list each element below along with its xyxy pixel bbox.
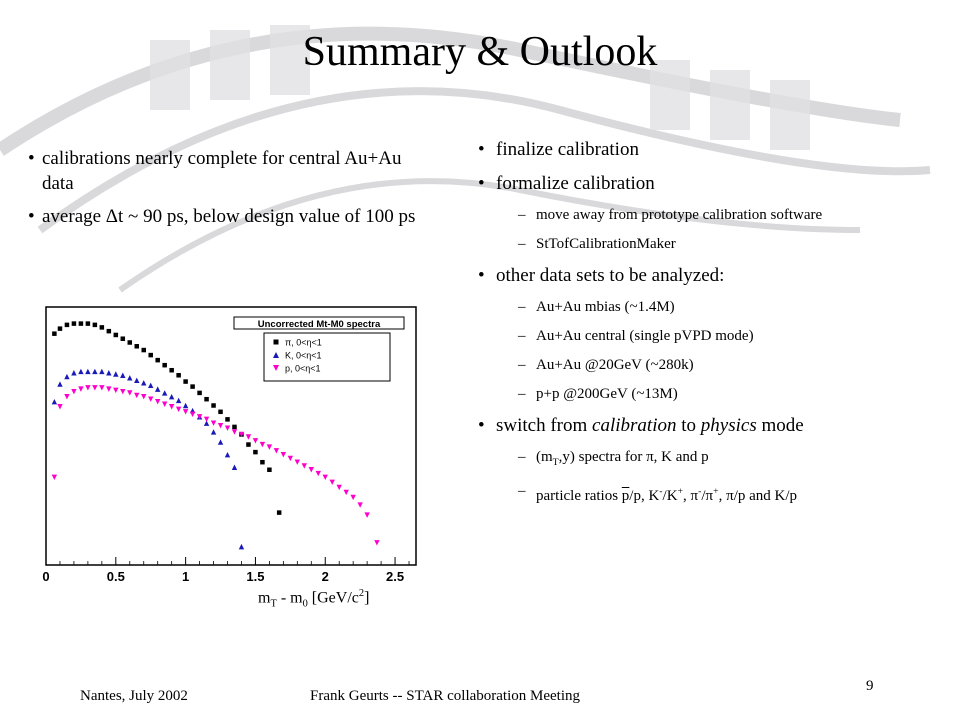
series-0-point (135, 344, 140, 349)
xlabel-c-sup: 2 (358, 588, 365, 599)
chart-title: Uncorrected Mt-M0 spectra (257, 319, 381, 330)
x-tick-label: 1 (182, 569, 190, 584)
ratios-sup-3: - (698, 486, 702, 497)
x-axis-label (258, 588, 369, 610)
chart-title-box (234, 317, 404, 330)
series-0-point (190, 384, 195, 389)
slide-title: Summary & Outlook (302, 29, 658, 75)
legend-label: p, 0<η<1 (285, 363, 321, 374)
series-0-point (72, 321, 77, 326)
left-bullet-list (28, 146, 433, 237)
series-0-point (277, 510, 282, 514)
sub-spectra (478, 448, 948, 472)
bullet-finalize: • finalize calibration (478, 138, 948, 162)
ratios-text-b: /p, K (629, 488, 660, 504)
x-tick-label: 2.5 (386, 569, 405, 584)
series-0-point (218, 410, 223, 415)
xlabel-d: ] (364, 589, 370, 607)
sub-particle-ratios (478, 482, 948, 506)
ratios-text-f: , π/p and K/p (718, 488, 798, 504)
chart-legend (264, 333, 390, 381)
series-0-point (114, 333, 119, 338)
bullet-switch (478, 414, 948, 438)
legend-marker (274, 340, 279, 345)
x-tick-label: 1.5 (246, 569, 265, 584)
ratios-text-e: /π (701, 488, 714, 504)
x-tick-label: 0 (42, 569, 50, 584)
ratios-sup-4: + (713, 486, 719, 497)
spectra-sub-t: T (552, 457, 559, 468)
sub-mbias: – Au+Au mbias (~1.4M) (478, 298, 948, 317)
ratios-text-a: particle ratios (536, 488, 622, 504)
switch-calibration: calibration (592, 415, 677, 436)
series-0-point (107, 329, 112, 334)
series-0-point (65, 323, 70, 328)
series-0-point (176, 373, 181, 378)
page-number: 9 (866, 678, 874, 694)
sub-move-away: – move away from prototype calibration software (478, 206, 948, 225)
bullet-formalize: • formalize calibration (478, 172, 948, 196)
series-0-point (162, 363, 167, 368)
series-0-point (148, 353, 153, 358)
series-0-point (155, 358, 160, 363)
switch-text-a: switch from (496, 415, 593, 436)
ratios-text-c: /K (662, 488, 678, 504)
sub-pp: – p+p @200GeV (~13M) (478, 385, 948, 404)
sub-central: – Au+Au central (single pVPD mode) (478, 327, 948, 346)
series-0-point (183, 379, 188, 384)
spectra-text-a: (m (536, 449, 553, 465)
spectra-text-b: ,y) spectra for π, K and p (558, 449, 709, 465)
series-0-point (197, 391, 202, 396)
legend-label: K, 0<η<1 (285, 350, 322, 361)
series-0-point (232, 425, 237, 430)
series-0-point (86, 321, 91, 326)
switch-text-c: mode (756, 415, 804, 436)
x-tick-label: 2 (321, 569, 329, 584)
right-bullet-list (478, 138, 948, 516)
xlabel-a-sub: T (270, 598, 277, 610)
series-0-point (121, 336, 126, 341)
sub-calibration-maker: – StTofCalibrationMaker (478, 235, 948, 254)
series-0-point (52, 331, 57, 336)
xlabel-a: m (258, 589, 271, 607)
series-0-point (246, 442, 251, 447)
ratios-text-d: , π (683, 488, 699, 504)
x-tick-label: 0.5 (106, 569, 125, 584)
ratios-sup-1: - (659, 486, 663, 497)
xlabel-b: - m (276, 589, 303, 607)
series-0-point (79, 321, 84, 326)
series-0-point (211, 403, 216, 408)
xlabel-b-sub: 0 (302, 598, 308, 610)
series-0-point (253, 450, 258, 455)
series-0-point (204, 397, 209, 402)
footer-left: Nantes, July 2002 (80, 688, 188, 704)
series-0-point (267, 468, 272, 473)
left-bullet-2: • average Δt ~ 90 ps, below design value of 100 ps (28, 204, 433, 229)
spectra-chart (38, 305, 420, 585)
switch-text-b: to (676, 415, 701, 436)
series-0-point (93, 323, 98, 328)
left-bullet-1: • calibrations nearly complete for central Au+Au data (28, 146, 433, 196)
series-0-point (169, 368, 174, 373)
legend-label: π, 0<η<1 (285, 337, 322, 348)
series-0-point (58, 326, 63, 331)
series-0-point (260, 460, 265, 465)
ratios-sup-2: + (677, 486, 684, 497)
sub-20gev: – Au+Au @20GeV (~280k) (478, 356, 948, 375)
series-0-point (128, 340, 133, 345)
switch-physics: physics (700, 415, 757, 436)
footer-center: Frank Geurts -- STAR collaboration Meeting (310, 688, 580, 704)
series-0-point (100, 325, 105, 330)
series-0-point (141, 348, 146, 353)
ratios-pbar: $\overline{p}$ (621, 488, 630, 504)
bullet-other-data: • other data sets to be analyzed: (478, 264, 948, 288)
xlabel-c: [GeV/c (307, 589, 359, 607)
series-0-point (225, 417, 230, 422)
